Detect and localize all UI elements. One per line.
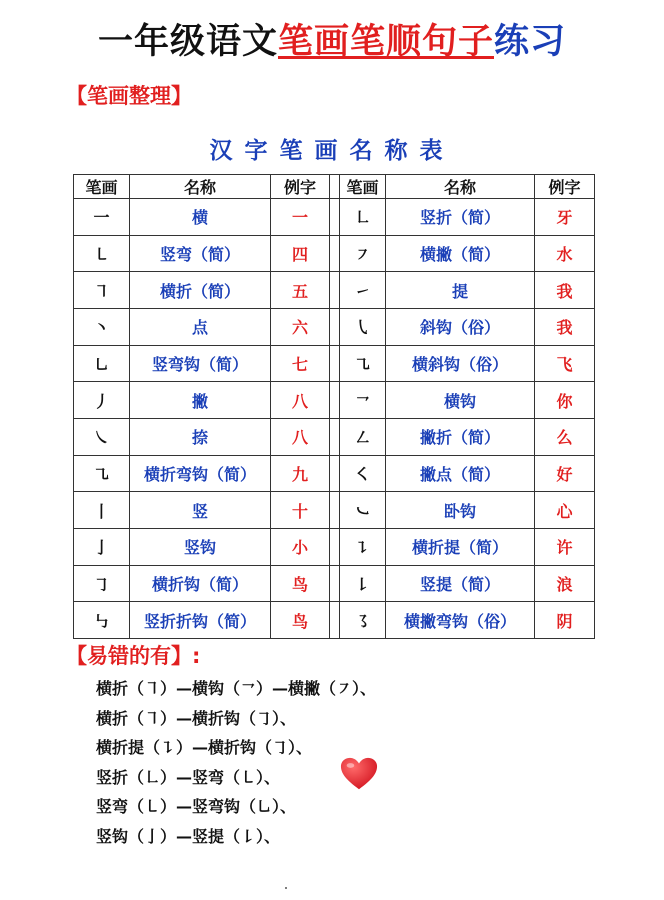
stroke-name-left: 竖弯钩（简）: [130, 345, 271, 382]
example-char-right: 么: [535, 418, 595, 455]
stroke-name-left: 竖弯（简）: [130, 235, 271, 272]
example-char-right: 心: [535, 492, 595, 529]
example-char-left: 五: [271, 272, 330, 309]
column-gap: [330, 565, 340, 602]
stroke-name-right: 提: [386, 272, 535, 309]
title-part-1: 一年级语文: [97, 22, 278, 62]
example-char-right: 你: [535, 382, 595, 419]
header-name-left: 名称: [130, 175, 271, 199]
column-gap: [330, 175, 340, 199]
stroke-glyph-right: ㇊: [340, 528, 386, 565]
section-label-common-mistakes: 【易错的有】:: [66, 644, 201, 668]
example-char-right: 浪: [535, 565, 595, 602]
column-gap: [330, 235, 340, 272]
header-name-right: 名称: [386, 175, 535, 199]
example-char-left: 十: [271, 492, 330, 529]
stroke-name-right: 撇折（简）: [386, 418, 535, 455]
example-char-right: 水: [535, 235, 595, 272]
stroke-glyph-left: 一: [74, 199, 130, 236]
title-part-3: 练习: [494, 22, 567, 62]
example-char-left: 鸟: [271, 565, 330, 602]
stroke-glyph-left: 丨: [74, 492, 130, 529]
stroke-glyph-left: ㇆: [74, 565, 130, 602]
heart-icon: [340, 756, 378, 792]
stroke-name-right: 横钩: [386, 382, 535, 419]
column-gap: [330, 528, 340, 565]
stroke-name-left: 横: [130, 199, 271, 236]
stroke-glyph-right: ㇜: [340, 418, 386, 455]
stroke-glyph-left: 亅: [74, 528, 130, 565]
stroke-glyph-left: 丶: [74, 308, 130, 345]
example-char-right: 好: [535, 455, 595, 492]
stray-dot: [285, 887, 287, 889]
mistake-item: 横折（㇕）—横钩（㇖）—横撇（㇇）、: [96, 679, 377, 698]
stroke-name-right: 横斜钩（俗）: [386, 345, 535, 382]
column-gap: [330, 345, 340, 382]
mistake-item: 横折提（㇊）—横折钩（㇆）、: [96, 738, 313, 757]
stroke-glyph-right: ㇌: [340, 602, 386, 639]
header-example-left: 例字: [271, 175, 330, 199]
header-stroke-right: 笔画: [340, 175, 386, 199]
table-row: [74, 418, 595, 455]
stroke-glyph-right: ㇂: [340, 308, 386, 345]
example-char-right: 飞: [535, 345, 595, 382]
example-char-left: 七: [271, 345, 330, 382]
example-char-left: 小: [271, 528, 330, 565]
stroke-glyph-left: ㇏: [74, 418, 130, 455]
title-part-2: 笔画笔顺句子: [277, 22, 494, 62]
stroke-name-left: 横折钩（简）: [130, 565, 271, 602]
example-char-left: 九: [271, 455, 330, 492]
stroke-name-left: 捺: [130, 418, 271, 455]
stroke-glyph-right: ㇈: [340, 345, 386, 382]
column-gap: [330, 455, 340, 492]
column-gap: [330, 602, 340, 639]
stroke-glyph-right: ㇗: [340, 199, 386, 236]
stroke-glyph-right: ㇃: [340, 492, 386, 529]
stroke-glyph-left: 丿: [74, 382, 130, 419]
stroke-name-right: 横撇弯钩（俗）: [386, 602, 535, 639]
example-char-right: 我: [535, 272, 595, 309]
mistake-item: 竖弯（㇄）—竖弯钩（㇟）、: [96, 797, 297, 816]
example-char-right: 我: [535, 308, 595, 345]
column-gap: [330, 199, 340, 236]
stroke-glyph-right: ㇙: [340, 565, 386, 602]
example-char-left: 六: [271, 308, 330, 345]
stroke-name-right: 撇点（简）: [386, 455, 535, 492]
example-char-right: 牙: [535, 199, 595, 236]
table-row: [74, 272, 595, 309]
example-char-left: 八: [271, 418, 330, 455]
example-char-left: 一: [271, 199, 330, 236]
stroke-name-right: 竖提（简）: [386, 565, 535, 602]
stroke-name-right: 斜钩（俗）: [386, 308, 535, 345]
example-char-left: 鸟: [271, 602, 330, 639]
table-row: [74, 528, 595, 565]
stroke-name-left: 横折（简）: [130, 272, 271, 309]
stroke-glyph-right: ㇖: [340, 382, 386, 419]
stroke-glyph-left: ㇕: [74, 272, 130, 309]
stroke-name-left: 竖折折钩（简）: [130, 602, 271, 639]
stroke-name-left: 撇: [130, 382, 271, 419]
mistake-item: 竖钩（亅）—竖提（㇙）、: [96, 826, 281, 846]
table-row: [74, 455, 595, 492]
stroke-glyph-right: ㇛: [340, 455, 386, 492]
table-header-row: [74, 175, 595, 199]
stroke-glyph-left: ㇉: [74, 602, 130, 639]
stroke-glyph-right: ㇀: [340, 272, 386, 309]
column-gap: [330, 382, 340, 419]
stroke-name-left: 竖钩: [130, 528, 271, 565]
stroke-name-left: 横折弯钩（简）: [130, 455, 271, 492]
header-stroke-left: 笔画: [74, 175, 130, 199]
stroke-name-right: 卧钩: [386, 492, 535, 529]
stroke-name-right: 横撇（简）: [386, 235, 535, 272]
mistake-item: 横折（㇕）—横折钩（㇆）、: [96, 708, 297, 728]
column-gap: [330, 308, 340, 345]
table-row: [74, 602, 595, 639]
stroke-name-right: 横折提（简）: [386, 528, 535, 565]
table-title: 汉字笔画名称表: [209, 138, 455, 164]
column-gap: [330, 272, 340, 309]
table-row: [74, 235, 595, 272]
example-char-right: 许: [535, 528, 595, 565]
table-row: [74, 565, 595, 602]
mistake-item: 竖折（㇗）—竖弯（㇄）、: [96, 767, 281, 787]
table-row: [74, 308, 595, 345]
example-char-left: 八: [271, 382, 330, 419]
page-title: [0, 18, 664, 66]
section-label-stroke-summary: 【笔画整理】: [66, 84, 192, 108]
header-example-right: 例字: [535, 175, 595, 199]
stroke-glyph-left: ㇈: [74, 455, 130, 492]
stroke-name-left: 点: [130, 308, 271, 345]
table-row: [74, 492, 595, 529]
column-gap: [330, 418, 340, 455]
stroke-glyph-right: ㇇: [340, 235, 386, 272]
stroke-name-left: 竖: [130, 492, 271, 529]
column-gap: [330, 492, 340, 529]
table-row: [74, 199, 595, 236]
example-char-left: 四: [271, 235, 330, 272]
stroke-glyph-left: ㇟: [74, 345, 130, 382]
example-char-right: 阴: [535, 602, 595, 639]
stroke-name-right: 竖折（简）: [386, 199, 535, 236]
table-row: [74, 345, 595, 382]
table-row: [74, 382, 595, 419]
stroke-glyph-left: ㇄: [74, 235, 130, 272]
stroke-name-table: [73, 174, 595, 639]
